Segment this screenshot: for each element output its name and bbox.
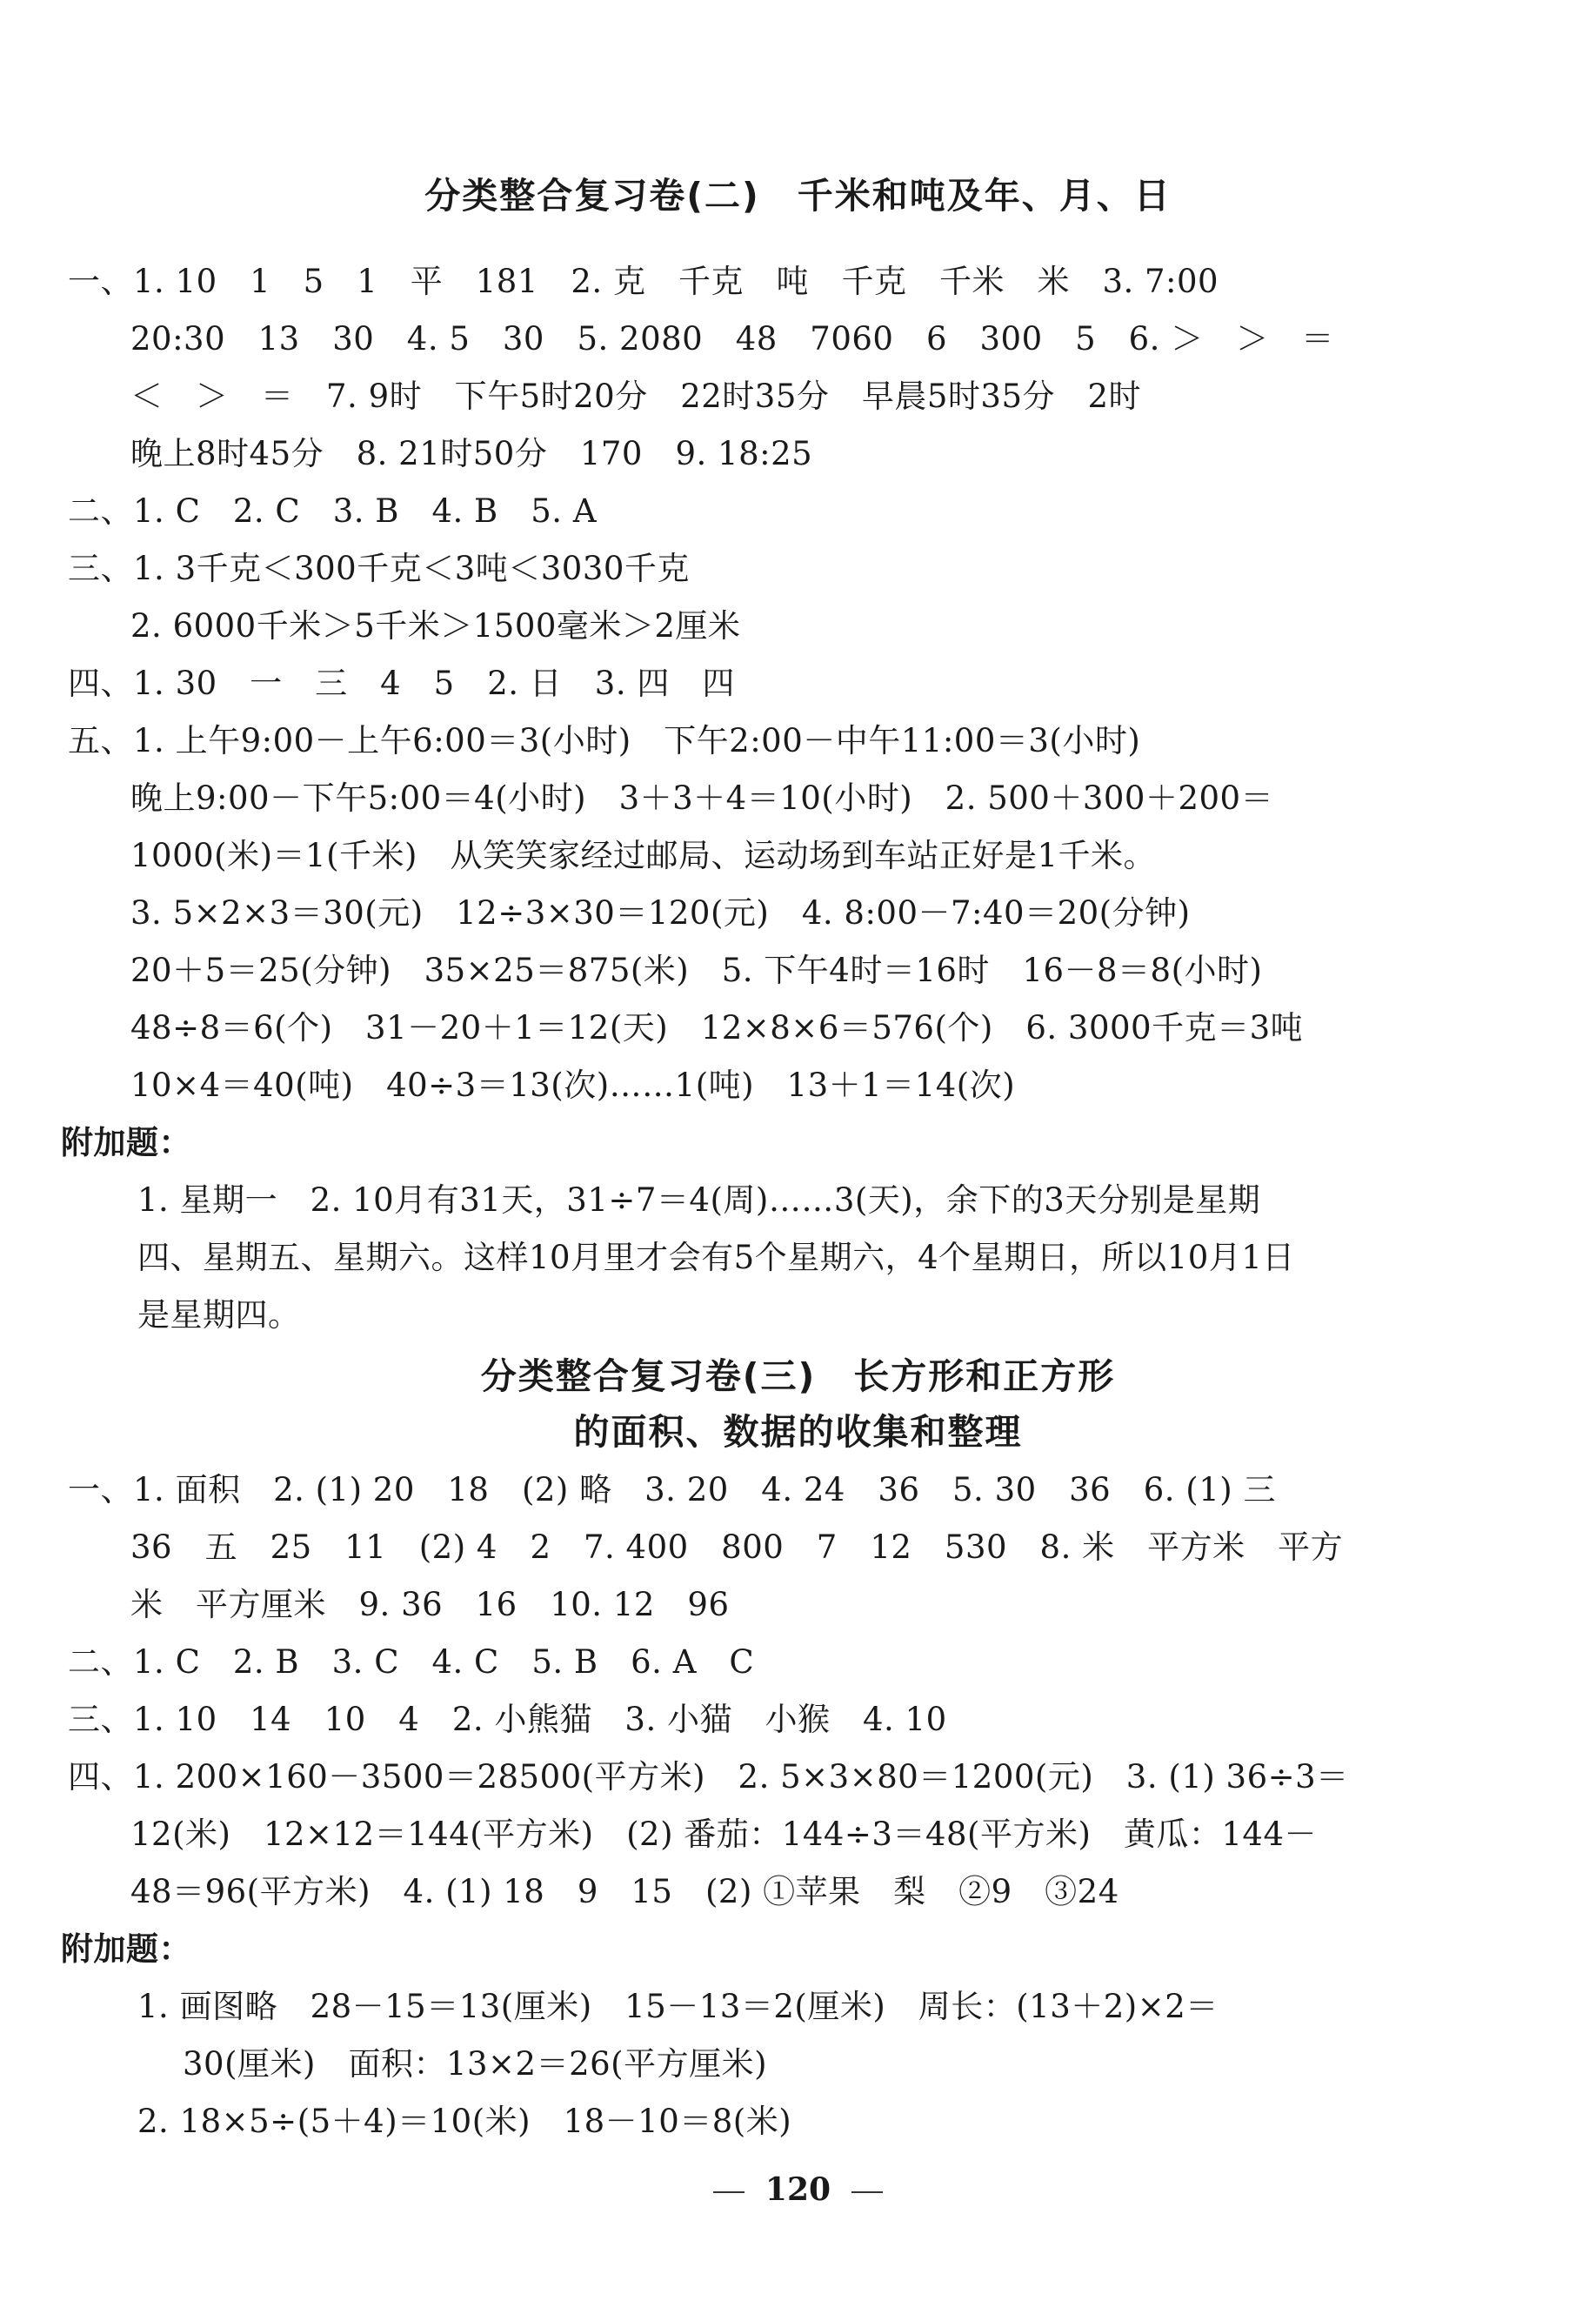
s2-line-3: ＜ ＞ ＝ 7. 9时 下午5时20分 22时35分 早晨5时35分 2时: [130, 378, 1142, 415]
section-3-title-1: 分类整合复习卷(三) 长方形和正方形: [480, 1355, 1116, 1397]
s2-line-14: 48÷8＝6(个) 31－20＋1＝12(天) 12×8×6＝576(个) 6. 3000千克＝3吨: [130, 1009, 1304, 1047]
page-number-footer: [0, 2168, 1596, 2211]
s2-line-5: 二、1. C 2. C 3. B 4. B 5. A: [68, 492, 598, 530]
s2-line-2: 20:30 13 30 4. 5 30 5. 2080 48 7060 6 300 5 6. ＞ ＞ ＝: [130, 320, 1334, 358]
s3-line-10: 1. 画图略 28－15＝13(厘米) 15－13＝2(厘米) 周长：(13＋2)×2＝: [137, 1988, 1219, 2025]
s3-line-3: 米 平方厘米 9. 36 16 10. 12 96: [130, 1586, 730, 1623]
s3-line-5: 三、1. 10 14 10 4 2. 小熊猫 3. 小猫 小猴 4. 10: [68, 1701, 947, 1738]
s2-line-8: 四、1. 30 一 三 4 5 2. 日 3. 四 四: [68, 665, 735, 702]
s2-line-15: 10×4＝40(吨) 40÷3＝13(次)……1(吨) 13＋1＝14(次): [130, 1067, 1016, 1104]
s2-line-11: 1000(米)＝1(千米) 从笑笑家经过邮局、运动场到车站正好是1千米。: [130, 837, 1156, 874]
s2-line-17: 1. 星期一 2. 10月有31天，31÷7＝4(周)……3(天)，余下的3天分别是星期: [137, 1181, 1261, 1219]
s3-bonus-label: 附加题：: [61, 1930, 191, 1968]
section-2-title: 分类整合复习卷(二) 千米和吨及年、月、日: [424, 175, 1172, 217]
s3-line-11: 30(厘米) 面积：13×2＝26(平方厘米): [183, 2045, 768, 2083]
page-number: 120: [765, 2171, 831, 2208]
s2-line-4: 晚上8时45分 8. 21时50分 170 9. 18:25: [130, 435, 813, 472]
s2-line-19: 是星期四。: [137, 1296, 301, 1334]
footer-dash-left: [713, 2191, 745, 2193]
s3-line-12: 2. 18×5÷(5＋4)＝10(米) 18－10＝8(米): [137, 2103, 792, 2140]
section-3-title-2: 的面积、数据的收集和整理: [573, 1411, 1023, 1453]
s2-line-12: 3. 5×2×3＝30(元) 12÷3×30＝120(元) 4. 8:00－7:40＝20(分钟): [130, 894, 1191, 932]
footer-dash-right: [851, 2191, 883, 2193]
s2-bonus-label: 附加题：: [61, 1124, 191, 1161]
s2-line-13: 20＋5＝25(分钟) 35×25＝875(米) 5. 下午4时＝16时 16－8＝8(小时): [130, 952, 1263, 989]
s3-line-8: 48＝96(平方米) 4. (1) 18 9 15 (2) ①苹果 梨 ②9 ③24: [130, 1873, 1119, 1910]
s2-line-7: 2. 6000千米＞5千米＞1500毫米＞2厘米: [130, 607, 741, 645]
s2-line-10: 晚上9:00－下午5:00＝4(小时) 3＋3＋4＝10(小时) 2. 500＋300＋200＝: [130, 779, 1274, 817]
s2-line-18: 四、星期五、星期六。这样10月里才会有5个星期六，4个星期日，所以10月1日: [137, 1239, 1295, 1276]
s3-line-6: 四、1. 200×160－3500＝28500(平方米) 2. 5×3×80＝1200(元) 3. (1) 36÷3＝: [68, 1758, 1349, 1796]
s2-line-1: 一、1. 10 1 5 1 平 181 2. 克 千克 吨 千克 千米 米 3. 7:00: [68, 263, 1219, 300]
s2-line-6: 三、1. 3千克＜300千克＜3吨＜3030千克: [68, 550, 690, 587]
s3-line-7: 12(米) 12×12＝144(平方米) (2) 番茄：144÷3＝48(平方米) 黄瓜：144－: [130, 1816, 1318, 1853]
s3-line-4: 二、1. C 2. B 3. C 4. C 5. B 6. A C: [68, 1643, 755, 1681]
s3-line-2: 36 五 25 11 (2) 4 2 7. 400 800 7 12 530 8. 米 平方米 平方: [130, 1528, 1344, 1566]
s2-line-9: 五、1. 上午9:00－上午6:00＝3(小时) 下午2:00－中午11:00＝3(小时): [68, 722, 1141, 759]
s3-line-1: 一、1. 面积 2. (1) 20 18 (2) 略 3. 20 4. 24 36 5. 30 36 6. (1) 三: [68, 1471, 1276, 1508]
